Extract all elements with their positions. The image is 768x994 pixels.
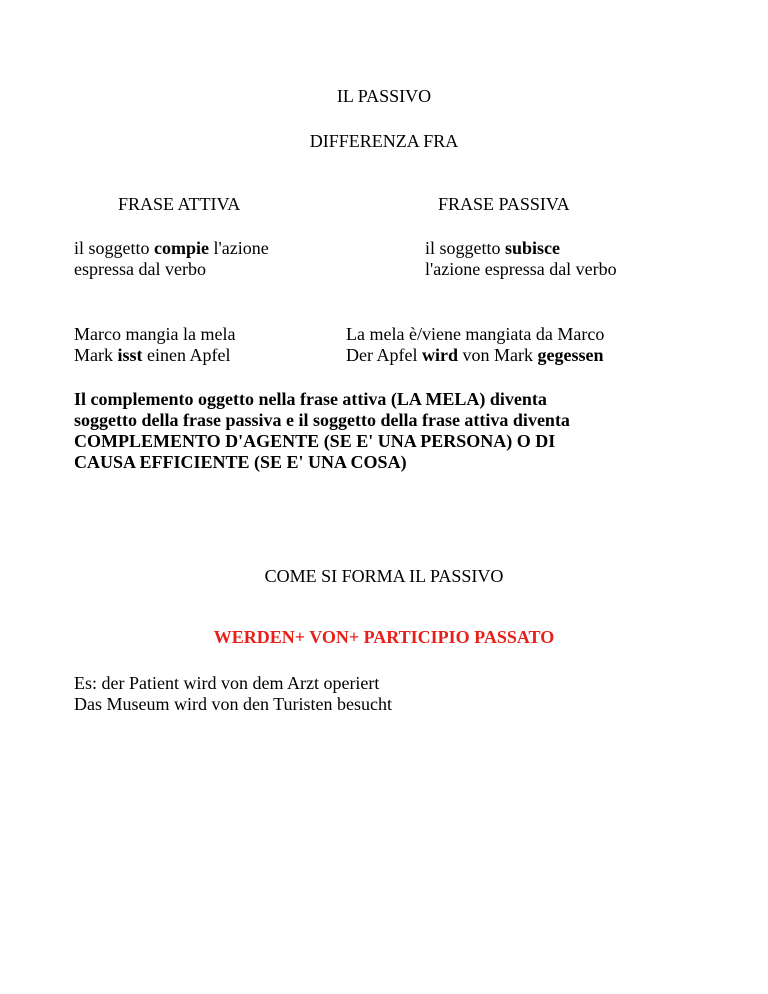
example-italian-passive: La mela è/viene mangiata da Marco	[346, 324, 605, 344]
rule-paragraph	[74, 389, 674, 473]
example-german-active	[74, 345, 231, 366]
passive-definition-line1	[425, 238, 560, 259]
text-fragment: Mark	[74, 345, 118, 365]
text-fragment: l'azione	[208, 238, 269, 258]
example-german-passive	[346, 345, 603, 366]
rule-line: CAUSA EFFICIENTE (SE E' UNA COSA)	[74, 452, 407, 472]
keyword-isst: isst	[117, 345, 143, 365]
text-fragment: Der Apfel	[346, 345, 422, 365]
sample-sentence: Es: der Patient wird von dem Arzt operiert	[74, 673, 380, 693]
active-definition-line1	[74, 238, 269, 259]
text-fragment: einen Apfel	[142, 345, 231, 365]
active-definition-line2: espressa dal verbo	[74, 259, 206, 279]
text-fragment: von Mark	[457, 345, 538, 365]
text-fragment: il soggetto	[425, 238, 505, 258]
active-column-header: FRASE ATTIVA	[118, 194, 241, 214]
keyword-gegessen: gegessen	[537, 345, 604, 365]
text-fragment: il soggetto	[74, 238, 154, 258]
rule-line: Il complemento oggetto nella frase attiva (LA MELA) diventa	[74, 389, 547, 409]
sample-sentence: Das Museum wird von den Turisten besucht	[74, 694, 392, 714]
passive-definition-line2: l'azione espressa dal verbo	[425, 259, 617, 279]
page-subtitle: DIFFERENZA FRA	[309, 131, 459, 151]
rule-line: soggetto della frase passiva e il soggetto della frase attiva diventa	[74, 410, 570, 430]
keyword-wird: wird	[421, 345, 458, 365]
formula: WERDEN+ VON+ PARTICIPIO PASSATO	[213, 627, 555, 647]
passive-column-header: FRASE PASSIVA	[438, 194, 570, 214]
formation-heading: COME SI FORMA IL PASSIVO	[264, 566, 504, 586]
rule-line: COMPLEMENTO D'AGENTE (SE E' UNA PERSONA) O DI	[74, 431, 556, 451]
page-title: IL PASSIVO	[336, 86, 432, 106]
keyword-subisce: subisce	[505, 238, 561, 258]
example-italian-active: Marco mangia la mela	[74, 324, 236, 344]
keyword-compie: compie	[154, 238, 209, 258]
